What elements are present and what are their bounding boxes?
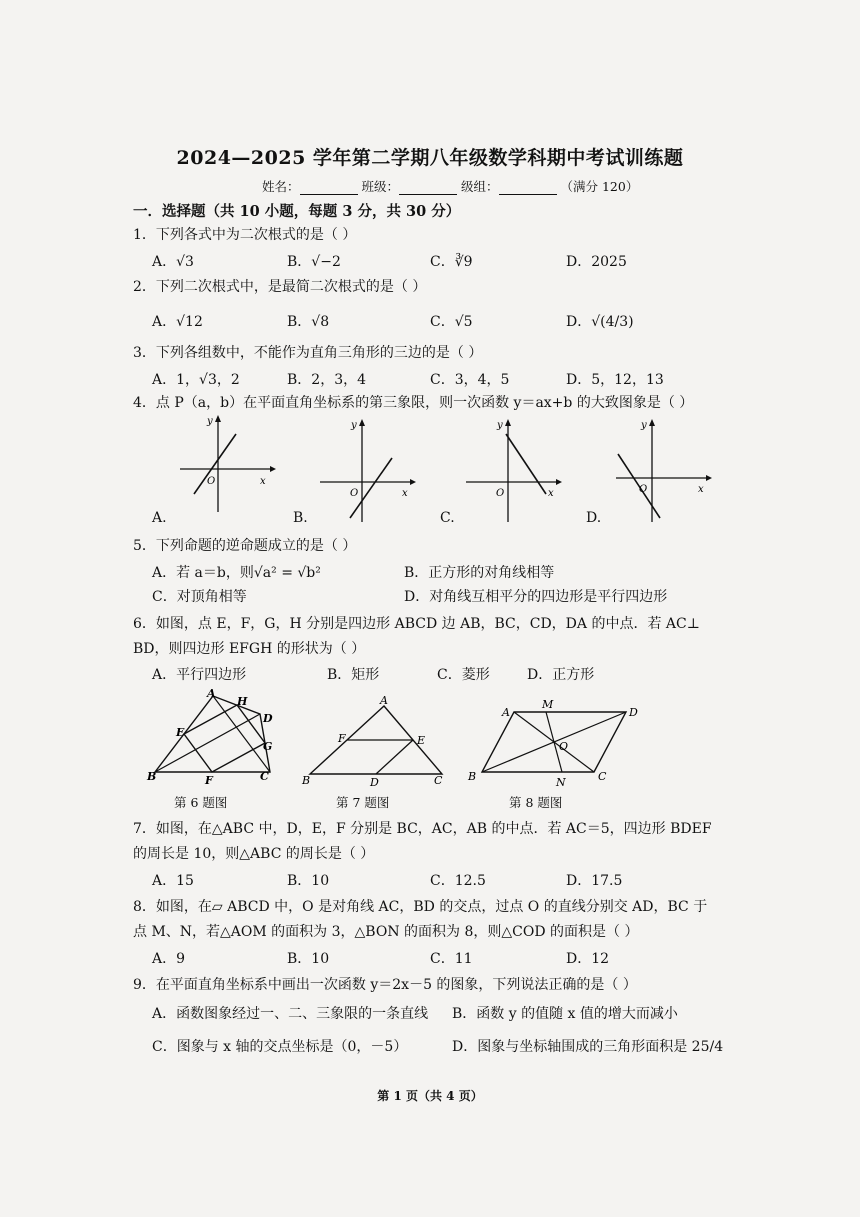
point-label: D <box>370 776 379 789</box>
q4-graph-d <box>606 414 716 524</box>
x-arrow-icon <box>270 466 276 472</box>
q1-option-b[interactable]: B．√−2 <box>287 254 341 270</box>
y-arrow-icon <box>505 419 511 426</box>
name-label: 姓名： <box>262 179 300 194</box>
q4-stem: 4．点 P（a，b）在平面直角坐标系的第三象限，则一次函数 y＝ax+b 的大致图象是（ ） <box>133 395 694 411</box>
point-label: E <box>417 734 426 747</box>
point-label: D <box>629 706 638 719</box>
q6-stem-line1: 6．如图，点 E，F，G，H 分别是四边形 ABCD 边 AB，BC，CD，DA 的中点．若 AC⊥ <box>133 616 700 632</box>
q5-option-b[interactable]: B．正方形的对角线相等 <box>404 565 555 581</box>
point-label: D <box>263 712 273 725</box>
q6-option-a[interactable]: A．平行四边形 <box>152 667 247 683</box>
q9-option-c[interactable]: C．图象与 x 轴的交点坐标是（0，－5） <box>152 1039 408 1055</box>
x-arrow-icon <box>410 479 416 485</box>
point-label: F <box>205 774 213 787</box>
class-blank[interactable] <box>399 182 457 195</box>
point-label: N <box>556 776 566 789</box>
q2-option-d[interactable]: D．√(4/3) <box>566 314 634 330</box>
diagonal-bd <box>155 714 260 772</box>
point-label: G <box>263 740 273 753</box>
q8-stem-line2: 点 M、N，若△AOM 的面积为 3，△BON 的面积为 8，则△COD 的面积是（ ） <box>133 924 639 940</box>
q3-option-d[interactable]: D．5，12，13 <box>566 372 664 388</box>
x-label: x <box>698 484 704 495</box>
q7-option-d[interactable]: D．17.5 <box>566 873 623 889</box>
q9-option-a[interactable]: A．函数图象经过一、二、三象限的一条直线 <box>152 1006 429 1022</box>
group-blank[interactable] <box>499 182 557 195</box>
x-arrow-icon <box>706 475 712 481</box>
q7-option-b[interactable]: B．10 <box>287 873 330 889</box>
class-label: 班级： <box>361 179 400 194</box>
q2-stem: 2．下列二次根式中，是最简二次根式的是（ ） <box>133 279 427 295</box>
y-arrow-icon <box>649 419 655 426</box>
origin-label: O <box>496 488 505 499</box>
point-label: B <box>302 774 311 787</box>
q2-option-a[interactable]: A．√12 <box>152 314 203 330</box>
header-fields <box>262 177 638 195</box>
q6-stem-line2: BD，则四边形 EFGH 的形状为（ ） <box>133 641 366 657</box>
point-label: C <box>260 770 269 783</box>
x-arrow-icon <box>556 479 562 485</box>
origin-label: O <box>350 488 359 499</box>
y-arrow-icon <box>359 419 365 426</box>
figure-8 <box>464 696 644 790</box>
figure-6-caption: 第 6 题图 <box>174 795 228 810</box>
q2-option-b[interactable]: B．√8 <box>287 314 330 330</box>
segment-ed <box>376 740 413 774</box>
q3-stem: 3．下列各组数中，不能作为直角三角形的三边的是（ ） <box>133 345 483 361</box>
q7-option-a[interactable]: A．15 <box>152 873 194 889</box>
point-label: C <box>598 770 607 783</box>
name-blank[interactable] <box>300 182 358 195</box>
q4-option-c[interactable]: C. <box>440 510 455 526</box>
point-label: B <box>468 770 477 783</box>
q8-stem-line1: 8．如图，在▱ ABCD 中，O 是对角线 AC，BD 的交点，过点 O 的直线分别交 AD，BC 于 <box>133 899 708 915</box>
y-arrow-icon <box>215 415 221 422</box>
q3-option-b[interactable]: B．2，3，4 <box>287 372 367 388</box>
point-label: A <box>502 706 510 719</box>
q3-option-c[interactable]: C．3，4，5 <box>430 372 510 388</box>
origin-label: O <box>207 476 216 487</box>
point-label: M <box>542 698 554 711</box>
q5-option-d[interactable]: D．对角线互相平分的四边形是平行四边形 <box>404 589 668 605</box>
q9-option-d[interactable]: D．图象与坐标轴围成的三角形面积是 25/4 <box>452 1039 724 1055</box>
q1-option-d[interactable]: D．2025 <box>566 254 627 270</box>
q6-option-d[interactable]: D．正方形 <box>527 667 595 683</box>
q7-stem-line2: 的周长是 10，则△ABC 的周长是（ ） <box>133 846 375 862</box>
q1-option-c[interactable]: C．∛9 <box>430 254 473 270</box>
q6-option-b[interactable]: B．矩形 <box>327 667 380 683</box>
q8-option-a[interactable]: A．9 <box>152 951 186 967</box>
figure-7-caption: 第 7 题图 <box>336 795 390 810</box>
quadrilateral-abcd <box>155 696 273 772</box>
point-label: E <box>176 726 185 739</box>
q4-option-a[interactable]: A. <box>152 510 167 526</box>
figure-6 <box>145 688 285 788</box>
x-label: x <box>402 488 408 499</box>
q7-stem-line1: 7．如图，在△ABC 中，D，E，F 分别是 BC，AC，AB 的中点．若 AC＝5，四边形 BDEF <box>133 821 712 837</box>
point-label: H <box>237 695 248 708</box>
q8-option-d[interactable]: D．12 <box>566 951 610 967</box>
q1-stem: 1．下列各式中为二次根式的是（ ） <box>133 227 357 243</box>
quadrilateral-efgh <box>184 705 265 772</box>
q5-stem: 5．下列命题的逆命题成立的是（ ） <box>133 538 357 554</box>
q9-option-b[interactable]: B．函数 y 的值随 x 值的增大而减小 <box>452 1006 678 1022</box>
q5-option-a[interactable]: A．若 a＝b，则√a² = √b² <box>152 565 321 581</box>
point-label: C <box>434 774 443 787</box>
function-line <box>506 434 546 494</box>
full-score: （满分 120） <box>560 179 639 194</box>
point-label: F <box>338 732 346 745</box>
figure-7 <box>300 694 450 790</box>
q2-option-c[interactable]: C．√5 <box>430 314 473 330</box>
q4-graph-a <box>170 414 280 514</box>
origin-label: O <box>639 484 648 495</box>
y-label: y <box>351 420 357 431</box>
q5-option-c[interactable]: C．对顶角相等 <box>152 589 247 605</box>
q6-option-c[interactable]: C．菱形 <box>437 667 490 683</box>
point-label: A <box>380 694 388 707</box>
figure-8-caption: 第 8 题图 <box>509 795 563 810</box>
y-label: y <box>641 420 647 431</box>
group-label: 级组： <box>461 179 499 194</box>
q3-option-a[interactable]: A．1，√3，2 <box>152 372 240 388</box>
q7-option-c[interactable]: C．12.5 <box>430 873 486 889</box>
q4-graph-c <box>456 414 566 524</box>
section-heading: 一．选择题（共 10 小题，每题 3 分，共 30 分） <box>133 203 461 220</box>
y-label: y <box>497 420 503 431</box>
q4-graph-b <box>310 414 420 524</box>
q8-option-c[interactable]: C．11 <box>430 951 473 967</box>
point-label: B <box>147 770 157 783</box>
y-label: y <box>207 416 213 427</box>
point-label: O <box>559 740 569 753</box>
page-number: 第 1 页（共 4 页） <box>377 1089 483 1103</box>
q8-option-b[interactable]: B．10 <box>287 951 330 967</box>
point-label: A <box>207 688 216 700</box>
q4-option-d[interactable]: D. <box>586 510 602 526</box>
q1-option-a[interactable]: A．√3 <box>152 254 194 270</box>
q9-stem: 9．在平面直角坐标系中画出一次函数 y＝2x－5 的图象，下列说法正确的是（ ） <box>133 977 637 993</box>
x-label: x <box>260 476 266 487</box>
x-label: x <box>548 488 554 499</box>
exam-title: 2024—2025 学年第二学期八年级数学科期中考试训练题 <box>176 147 684 169</box>
q4-option-b[interactable]: B. <box>293 510 308 526</box>
